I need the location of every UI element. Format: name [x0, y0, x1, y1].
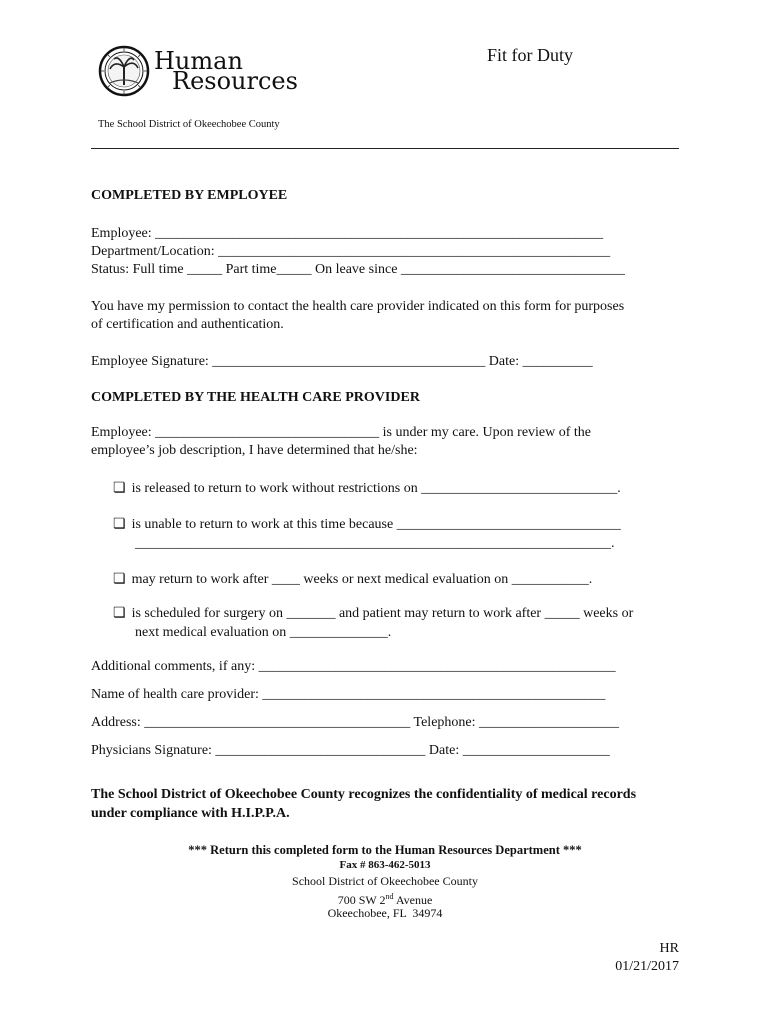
employee-section-heading: COMPLETED BY EMPLOYEE	[91, 188, 288, 203]
option-released-label: is released to return to work without restrictions on ____________________________.	[131, 481, 621, 496]
street-ordinal: nd	[385, 892, 394, 901]
logo-word-human: Human	[154, 47, 243, 75]
option-unable-reason-line[interactable]: ____________________________________________________________________.	[135, 536, 615, 551]
employee-signature-field[interactable]: Employee Signature: _______________________________________ Date: __________	[91, 354, 593, 369]
header-divider	[91, 148, 679, 149]
additional-comments-field[interactable]: Additional comments, if any: ___________________________________________________	[91, 659, 616, 674]
option-unable-label: is unable to return to work at this time because ________________________________	[131, 517, 621, 532]
street-prefix: 700 SW 2	[337, 893, 386, 907]
return-instruction: *** Return this completed form to the Human Resources Department ***	[188, 843, 582, 857]
provider-section-heading: COMPLETED BY THE HEALTH CARE PROVIDER	[91, 390, 420, 405]
option-released[interactable]	[113, 480, 621, 498]
district-name-header: The School District of Okeechobee County	[98, 119, 280, 130]
employment-status-field[interactable]: Status: Full time _____ Part time_____ On leave since ________________________________	[91, 262, 625, 277]
employee-name-field[interactable]: Employee: ________________________________________________________________	[91, 226, 604, 241]
provider-employee-field[interactable]: Employee: ________________________________ is under my care. Upon review of the	[91, 425, 592, 440]
option-surgery[interactable]	[113, 605, 633, 623]
street-suffix: Avenue	[393, 893, 433, 907]
checkbox-icon[interactable]: ❏	[113, 572, 126, 587]
confidentiality-notice-line1: The School District of Okeechobee County recognizes the confidentiality of medical records	[91, 787, 637, 802]
provider-name-field[interactable]: Name of health care provider: _________________________________________________	[91, 687, 606, 702]
confidentiality-notice-line2: under compliance with H.I.P.P.A.	[91, 806, 290, 821]
checkbox-icon[interactable]: ❏	[113, 606, 126, 621]
department-location-field[interactable]: Department/Location: ________________________________________________________	[91, 244, 611, 259]
address-telephone-field[interactable]: Address: ______________________________________ Telephone: ____________________	[91, 715, 620, 730]
checkbox-icon[interactable]: ❏	[113, 481, 126, 496]
return-city: Okeechobee, FL 34974	[327, 906, 443, 920]
return-district: School District of Okeechobee County	[292, 874, 478, 888]
option-surgery-evaluation-line[interactable]: next medical evaluation on ______________.	[135, 625, 392, 640]
footer-code: HR	[659, 941, 679, 956]
checkbox-icon[interactable]: ❏	[113, 517, 126, 532]
permission-text-line2: of certification and authentication.	[91, 317, 284, 332]
form-title: Fit for Duty	[486, 45, 573, 65]
physician-signature-field[interactable]: Physicians Signature: ______________________________ Date: _____________________	[91, 743, 610, 758]
hr-logo	[98, 45, 298, 97]
option-surgery-label: is scheduled for surgery on _______ and patient may return to work after _____ weeks or	[131, 606, 634, 621]
option-may-return[interactable]	[113, 571, 592, 589]
permission-text-line1: You have my permission to contact the health care provider indicated on this form for purposes	[91, 299, 625, 314]
logo-word-resources: Resources	[172, 67, 298, 95]
option-unable[interactable]	[113, 516, 621, 534]
option-may-return-label: may return to work after ____ weeks or next medical evaluation on ___________.	[131, 572, 593, 587]
district-seal-icon	[98, 45, 150, 97]
footer-date: 01/21/2017	[615, 959, 679, 974]
fax-number: Fax # 863-462-5013	[339, 859, 431, 871]
provider-determination-text: employee’s job description, I have determined that he/she:	[91, 443, 418, 458]
